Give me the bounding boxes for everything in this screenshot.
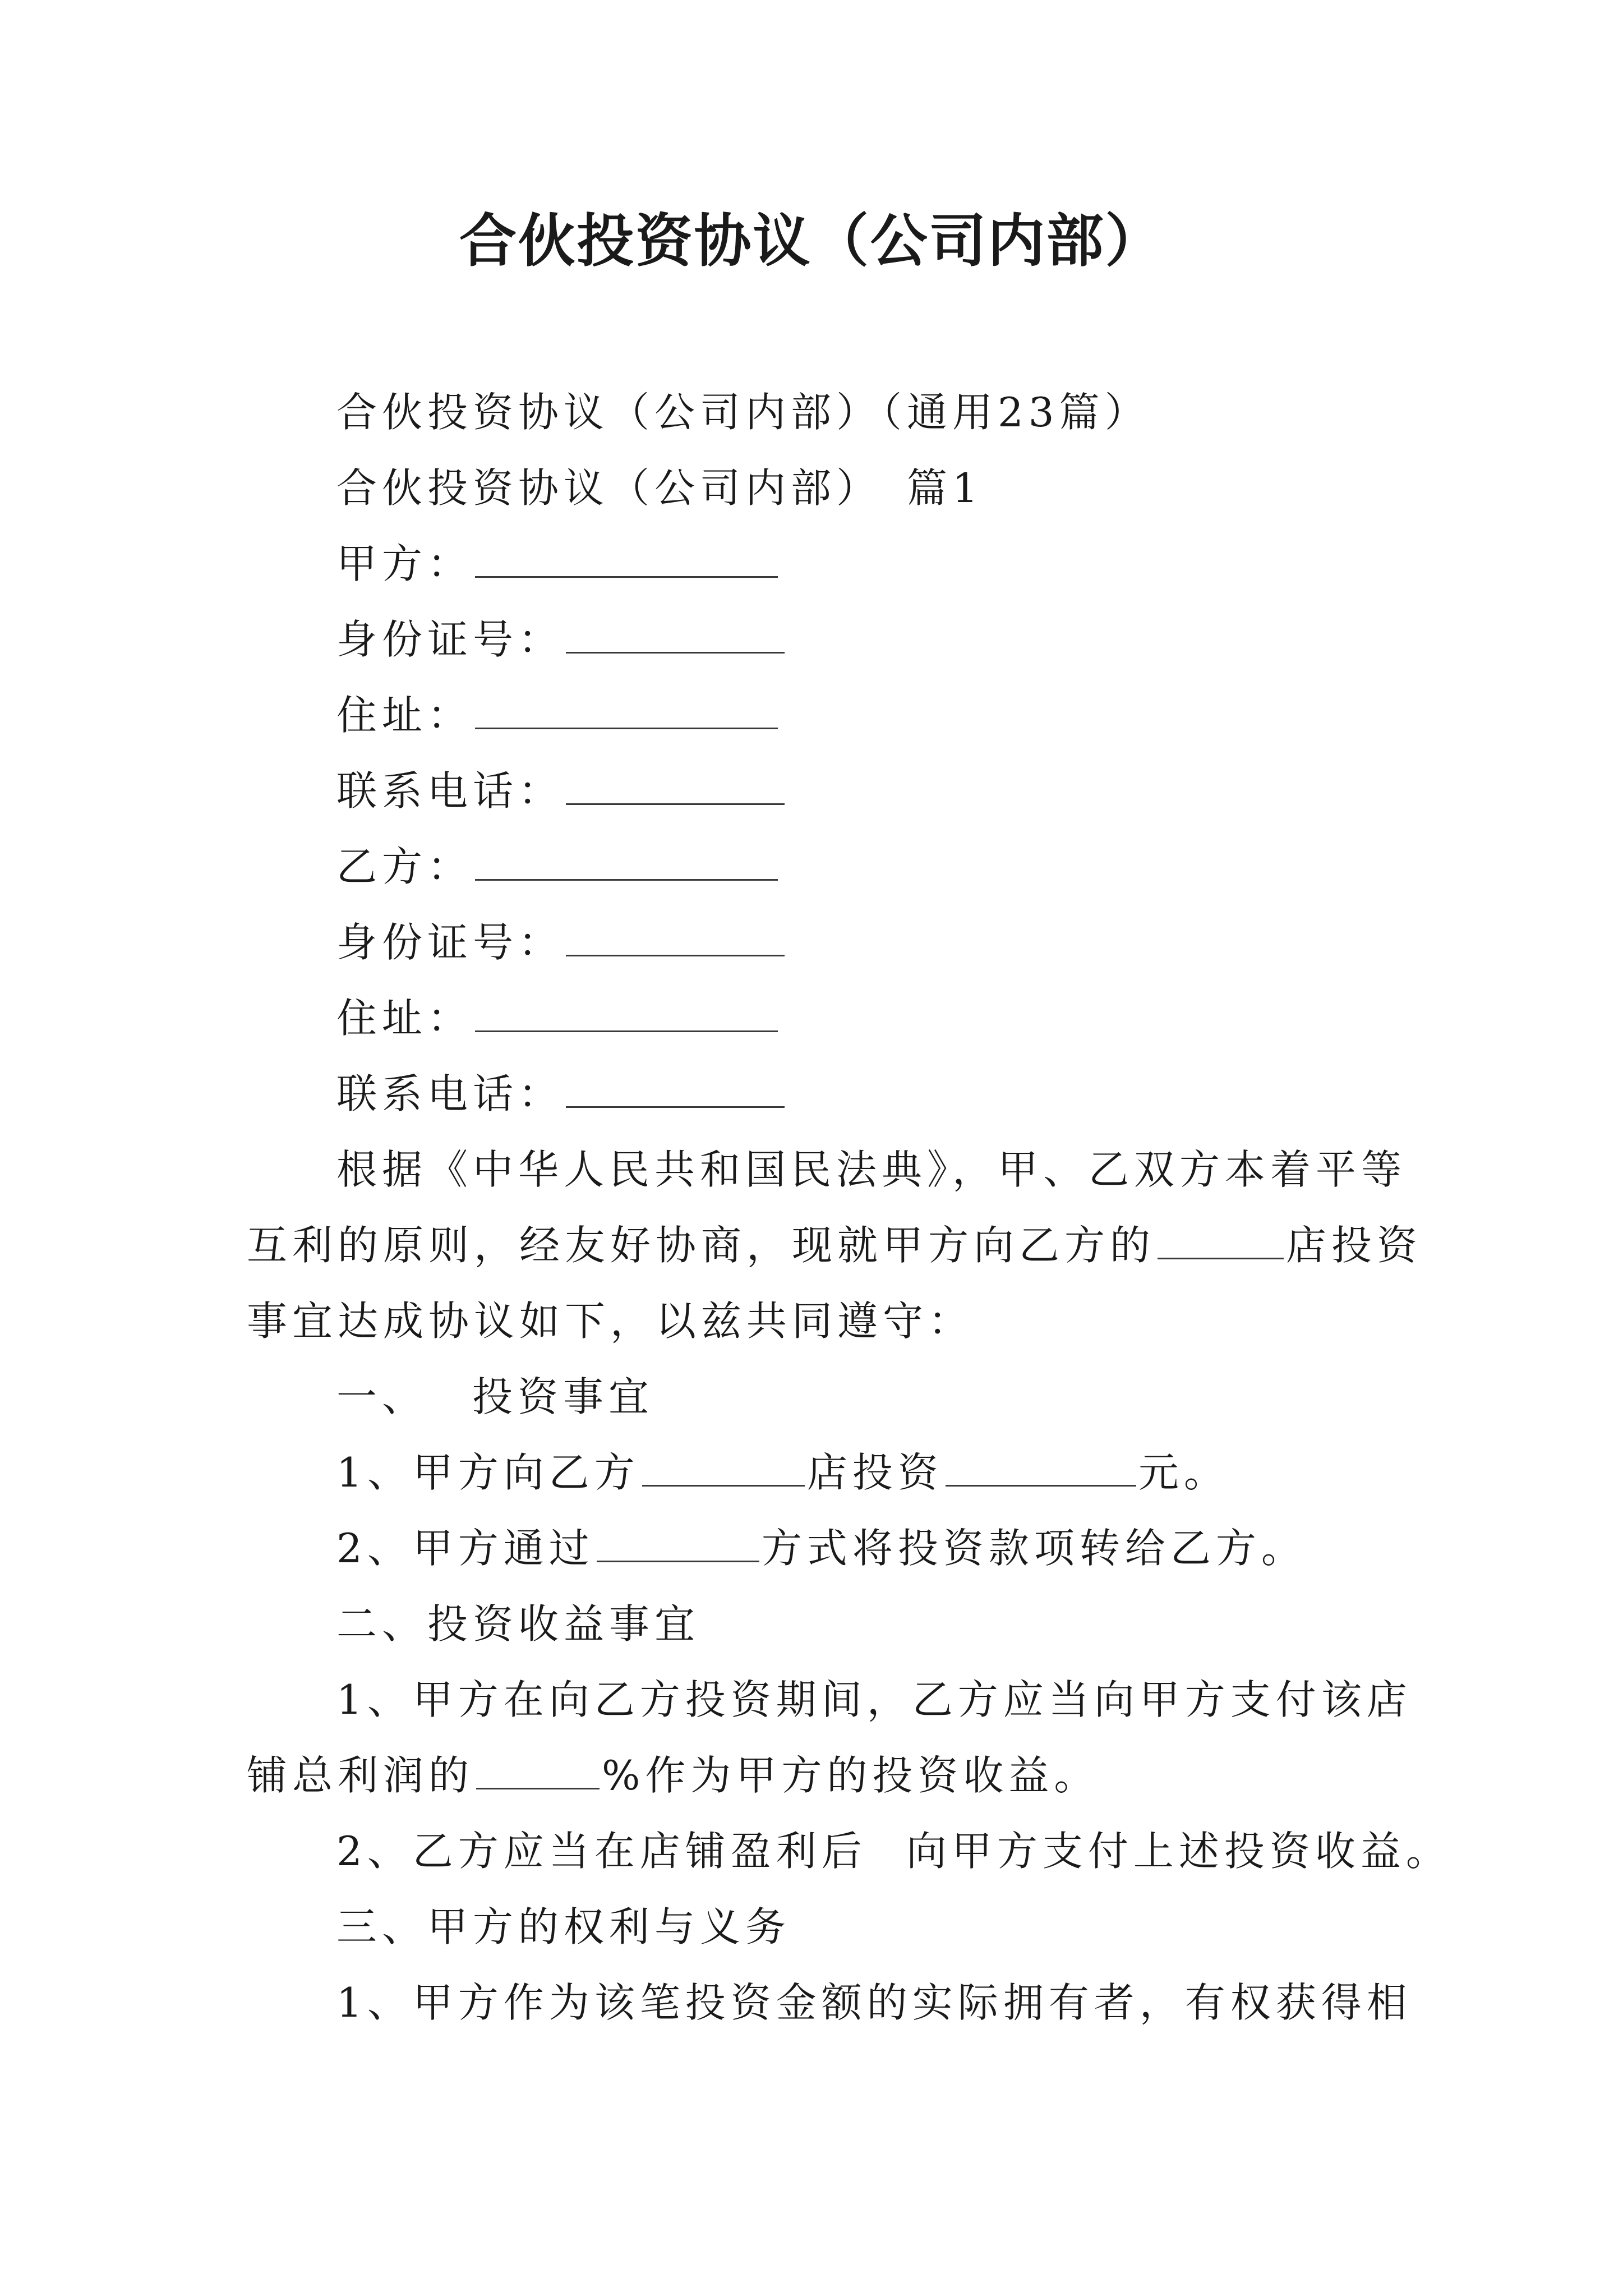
party-a-row xyxy=(336,539,780,589)
preamble-line-1: 根据《中华人民共和国民法典》，甲、乙双方本着平等 xyxy=(336,1146,1407,1193)
section-2-item-2 xyxy=(336,1826,1451,1876)
party-a-address-row xyxy=(336,690,780,740)
party-b-address-row xyxy=(336,993,780,1043)
party-a-id-blank xyxy=(566,615,785,654)
section-2-item-2-text-b: 向甲方支付上述投资收益。 xyxy=(906,1828,1451,1875)
section-3-item-1-line-1: 1、甲方作为该笔投资金额的实际拥有者，有权获得相 xyxy=(336,1979,1412,2026)
section-1-number: 一、 xyxy=(336,1373,428,1420)
party-a-phone-blank xyxy=(566,766,785,805)
section-2-item-1-text-b: %作为甲方的投资收益。 xyxy=(602,1752,1100,1799)
chapter-heading: 合伙投资协议（公司内部） 篇1 xyxy=(336,464,983,512)
section-2-item-2-text-a: 2、乙方应当在店铺盈利后 xyxy=(336,1828,867,1875)
section-2-heading: 二、投资收益事宜 xyxy=(336,1600,700,1648)
section-2-item-1-line-2 xyxy=(247,1750,1099,1801)
document-subtitle: 合伙投资协议（公司内部）（通用23篇） xyxy=(336,389,1150,436)
document-title: 合伙投资协议（公司内部） xyxy=(459,208,1164,275)
party-b-phone-label: 联系电话： xyxy=(336,1070,564,1117)
party-a-id-label: 身份证号： xyxy=(336,616,564,663)
party-b-row xyxy=(336,841,780,892)
payment-method-blank xyxy=(597,1524,759,1562)
party-b-blank xyxy=(475,842,778,881)
party-b-address-label: 住址： xyxy=(336,995,473,1042)
amount-blank xyxy=(946,1448,1136,1487)
party-b-id-blank xyxy=(566,918,785,956)
section-1-item-2-text-b: 方式将投资款项转给乙方。 xyxy=(761,1525,1307,1572)
party-a-address-blank xyxy=(475,691,778,729)
preamble-line-2 xyxy=(247,1220,1422,1271)
party-a-blank xyxy=(475,539,778,578)
section-1-item-1 xyxy=(336,1447,1229,1498)
section-1-item-1-text-a: 1、甲方向乙方 xyxy=(336,1449,640,1496)
section-2-item-1-line-1: 1、甲方在向乙方投资期间，乙方应当向甲方支付该店 xyxy=(336,1676,1412,1723)
party-a-phone-row xyxy=(336,766,787,816)
preamble-line-2-text-a: 互利的原则，经友好协商，现就甲方向乙方的 xyxy=(247,1222,1156,1269)
party-b-address-blank xyxy=(475,993,778,1032)
section-1-item-2 xyxy=(336,1523,1307,1573)
party-b-phone-row xyxy=(336,1069,787,1119)
profit-percent-blank xyxy=(476,1751,600,1789)
section-1-title: 投资事宜 xyxy=(472,1373,654,1420)
store-blank xyxy=(642,1448,805,1487)
section-2-item-1-text-a: 铺总利润的 xyxy=(247,1752,474,1799)
preamble-line-2-text-b: 店投资 xyxy=(1286,1222,1423,1269)
party-b-id-row xyxy=(336,917,787,968)
section-1-item-1-text-c: 元。 xyxy=(1138,1449,1229,1496)
store-name-blank xyxy=(1158,1221,1284,1259)
party-b-phone-blank xyxy=(566,1069,785,1108)
section-1-item-1-text-b: 店投资 xyxy=(806,1449,943,1496)
section-1-item-2-text-a: 2、甲方通过 xyxy=(336,1525,594,1572)
section-1-heading xyxy=(336,1372,654,1422)
party-a-id-row xyxy=(336,614,787,665)
party-a-label: 甲方： xyxy=(336,540,473,587)
party-b-label: 乙方： xyxy=(336,843,473,890)
party-a-address-label: 住址： xyxy=(336,692,473,739)
preamble-line-3: 事宜达成协议如下，以兹共同遵守： xyxy=(247,1297,974,1345)
party-a-phone-label: 联系电话： xyxy=(336,767,564,815)
section-3-heading: 三、甲方的权利与义务 xyxy=(336,1903,791,1950)
party-b-id-label: 身份证号： xyxy=(336,919,564,966)
